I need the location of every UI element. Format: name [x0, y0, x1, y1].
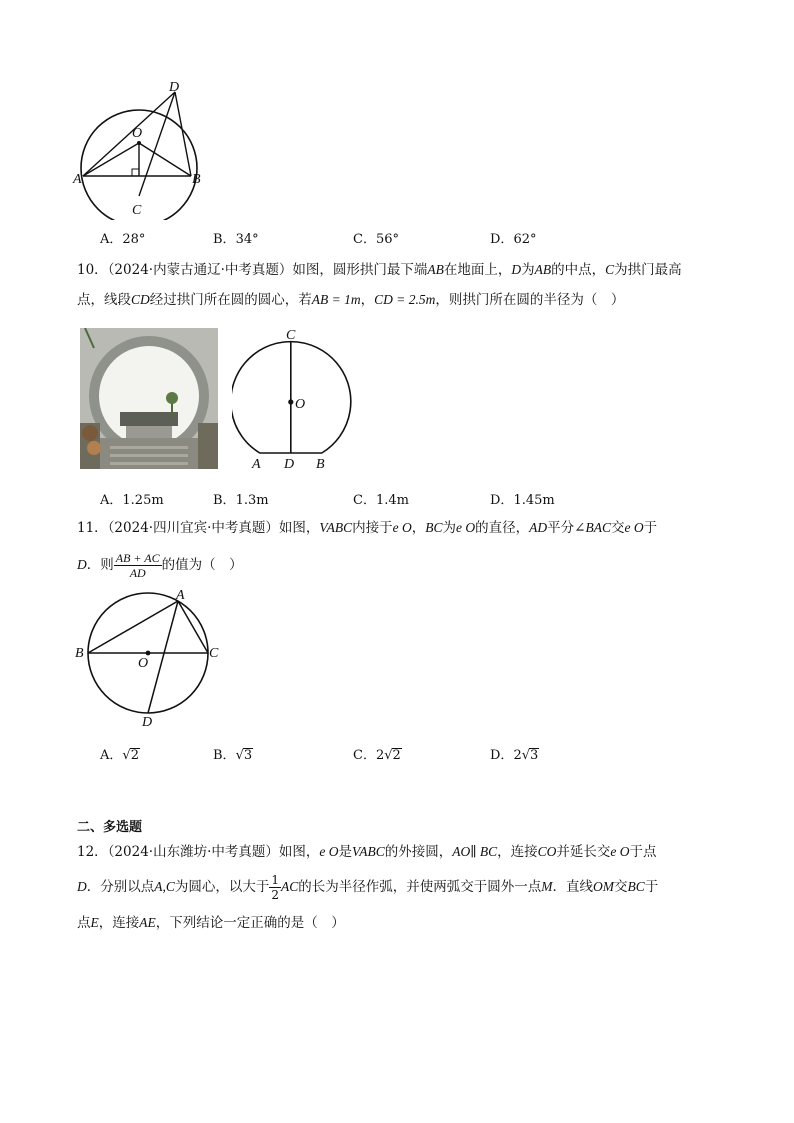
label-b: B [192, 172, 201, 187]
label-o: O [132, 126, 143, 141]
q10-option-a[interactable]: A．1.25m [100, 493, 164, 508]
section-heading: 二、多选题 [77, 820, 143, 835]
fraction: $\frac{AB + AC}{AD}$ [115, 551, 160, 580]
q9-option-b[interactable]: B．34° [213, 232, 259, 247]
label-c: C [132, 203, 142, 218]
q9-option-c[interactable]: C．56° [353, 232, 399, 247]
q12-stem-line2: D．分别以点A,C为圆心，以大于 $\frac{1}{2}$ AC的长为半径作弧，并使两弧交于圆外一点M．直线OM交BC于 [77, 873, 659, 902]
q9-option-d[interactable]: D．62° [490, 232, 537, 247]
label-a: A [73, 172, 82, 187]
q11-option-d[interactable]: D．2√3 [490, 748, 539, 763]
q12-stem-line3: 点E，连接AE，下列结论一定正确的是（ ） [77, 915, 345, 931]
label-d: D [169, 80, 180, 95]
label-c: C [286, 328, 296, 343]
q11-option-b[interactable]: B．√3 [213, 748, 253, 763]
label-d: D [142, 715, 153, 730]
label-o: O [138, 656, 149, 671]
q10-stem-line1: 10．（2024·内蒙古通辽·中考真题）如图，圆形拱门最下端AB在地面上，D为AB的中点，C为拱门最高 [77, 262, 682, 278]
q10-option-d[interactable]: D．1.45m [490, 493, 555, 508]
moon-gate-photo [80, 328, 218, 469]
q11-option-a[interactable]: A．√2 [100, 748, 139, 763]
q10-option-c[interactable]: C．1.4m [353, 493, 409, 508]
q10-stem-line2: 点，线段CD经过拱门所在圆的圆心，若AB = 1m，CD = 2.5m，则拱门所在圆的半径为（ ） [77, 292, 625, 308]
q11-option-c[interactable]: C．2√2 [353, 748, 401, 763]
q12-stem-line1: 12．（2024·山东潍坊·中考真题）如图，e O是VABC的外接圆，AO∥ BC，连接CO并延长交e O于点 [77, 844, 657, 860]
label-o: O [295, 397, 306, 412]
figure-q10-arch [232, 325, 357, 473]
label-b: B [75, 646, 84, 661]
figure-q11-circle [72, 585, 232, 733]
q9-option-a[interactable]: A．28° [100, 232, 146, 247]
label-a: A [176, 588, 185, 603]
label-a: A [252, 457, 261, 472]
label-b: B [316, 457, 325, 472]
q11-stem-line1: 11．（2024·四川宜宾·中考真题）如图，VABC内接于e O，BC为e O的直径，AD平分∠BAC交e O于 [77, 520, 658, 536]
q11-stem-line2: D．则 $\frac{AB + AC}{AD}$ 的值为（ ） [77, 551, 243, 580]
fraction-half: $\frac{1}{2}$ [271, 873, 280, 902]
q10-option-b[interactable]: B．1.3m [213, 493, 269, 508]
label-c: C [209, 646, 219, 661]
label-d: D [284, 457, 295, 472]
figure-q9-circle [70, 75, 220, 220]
